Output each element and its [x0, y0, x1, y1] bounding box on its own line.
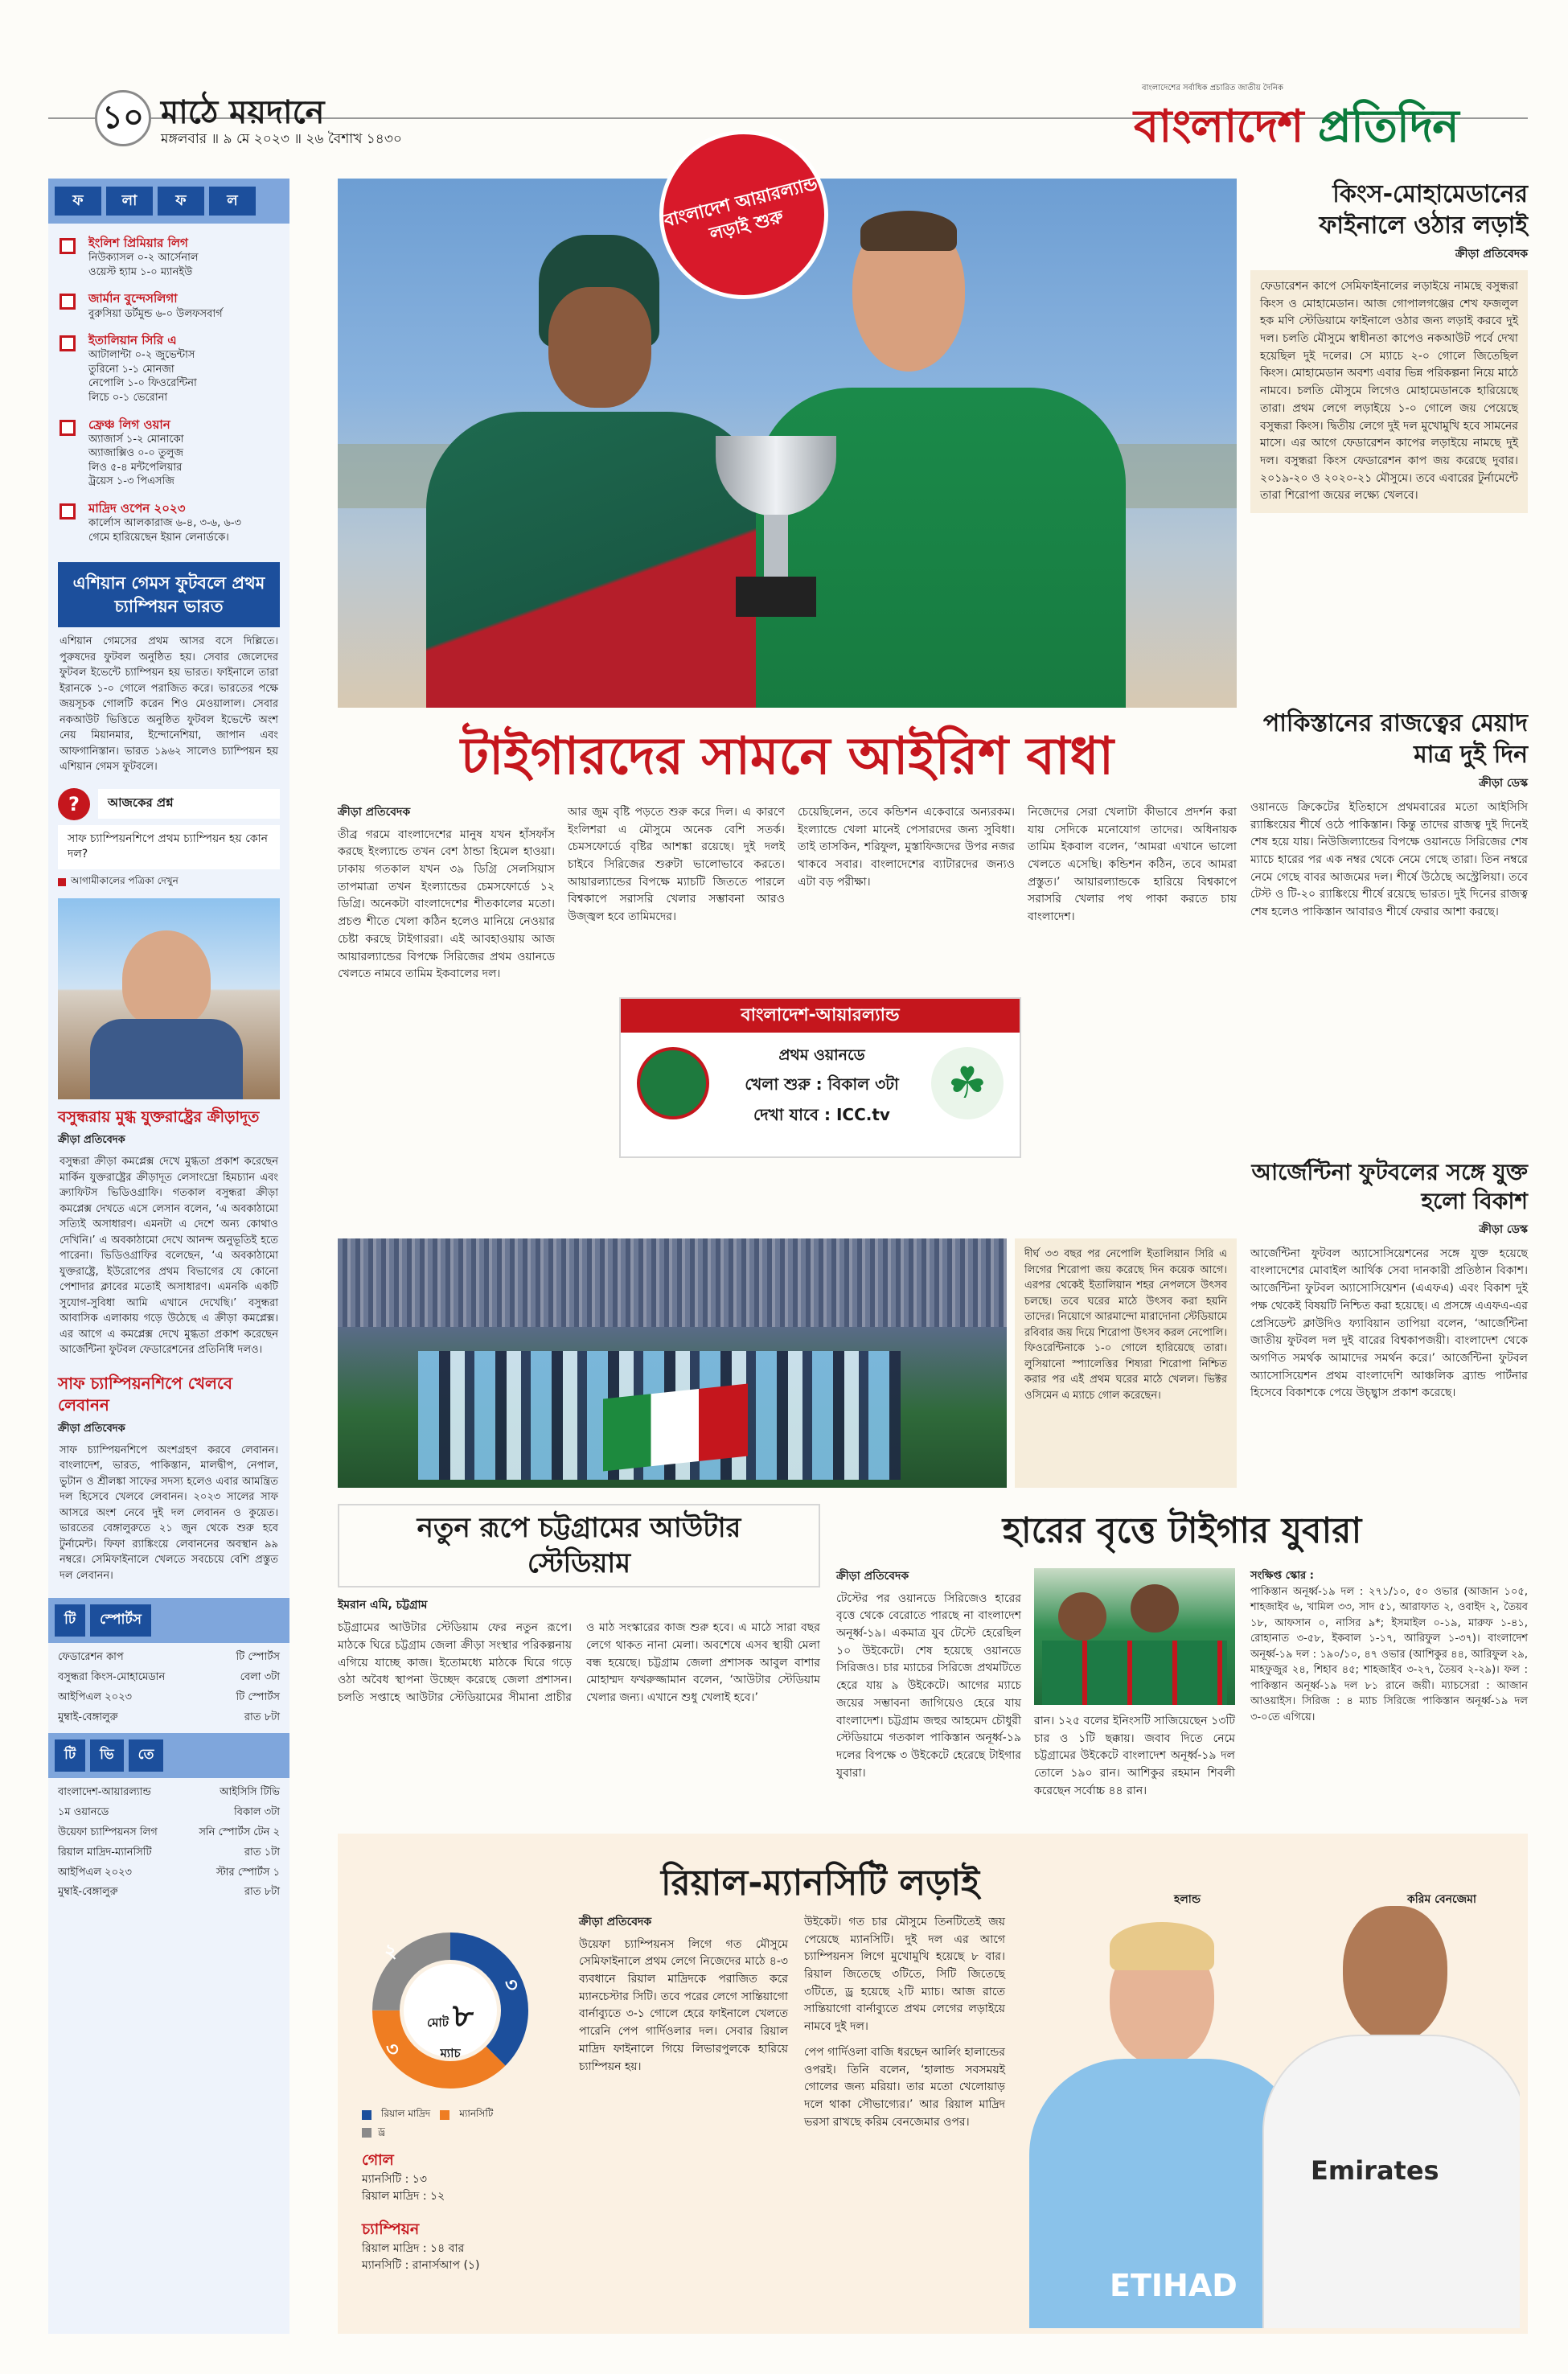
napoli-celebration-photo [338, 1238, 1007, 1488]
legend-swatch-madrid [362, 2110, 371, 2120]
tv-sports-tags [48, 1598, 289, 1643]
lead-col-3: চেয়েছিলেন, তবে কন্ডিশন একেবারে অন্যরকম। ইংল্যান্ডে খেলা মানেই পেসারদের জন্য সুবিধা। তাই তাসকিন, শরিফুল, মুস্তাফিজদের উপর নজর থাকবে সবার। বাংলাদেশের ব্যাটারদের জন্যও এটা বড় পরীক্ষা। [798, 806, 1015, 889]
donut-total: ৮ [453, 1998, 474, 2035]
champ-team: রিয়াল মাদ্রিদ [362, 2242, 420, 2255]
saff-byline: ক্রীড়া প্রতিবেদক [58, 1422, 125, 1435]
tv-row [48, 1783, 289, 1803]
pakistan-story [1250, 708, 1528, 922]
haaland-hair [1110, 1922, 1214, 1970]
ucl-col-1 [579, 1914, 788, 2076]
legend-swatch-city [440, 2110, 449, 2120]
seg-madrid-label: ৩ [505, 1974, 518, 1996]
result-league: ফ্রেঞ্চ লিগ ওয়ান [88, 417, 170, 432]
seg-draw-label: ২ [384, 1940, 397, 1962]
feature-byline: ক্রীড়া প্রতিবেদক [58, 1134, 125, 1147]
champ-row [362, 2241, 479, 2257]
result-line: নিউক্যাসল ০-২ আর্সেনাল [88, 252, 199, 265]
tv-row [48, 1823, 289, 1843]
tv-right: টি স্পোর্টস [236, 1651, 280, 1664]
italian-flag [603, 1384, 748, 1472]
champ-team: ম্যানসিটি [362, 2259, 402, 2272]
tv-row [48, 1863, 289, 1883]
goals-val: : ১৩ [404, 2173, 427, 2186]
u19-body: টেস্টের পর ওয়ানডে সিরিজেও হারের বৃত্তে থেকে বেরোতে পারছে না বাংলাদেশ অনূর্ধ্ব-১৯। একমাত্র যুব টেস্টে হেরেছিল ১০ উইকেটে। শেষ হয়েছে ওয়ানডে সিরিজও। চার ম্যাচের সিরিজে প্রথমটিতে হেরে যায় ৯ উইকেটে। আগের ম্যাচে জয়ের সম্ভাবনা জাগিয়েও হেরে যায় বাংলাদেশ। চট্টগ্রাম জহুর আহমেদ চৌধুরী স্টেডিয়ামে গতকাল পাকিস্তান অনূর্ধ্ব-১৯ দলের বিপক্ষে ৩ উইকেটে হেরেছে টাইগার যুবারা। [836, 1592, 1021, 1780]
kings-body: ফেডারেশন কাপে সেমিফাইনালের লড়াইয়ে নামছে বসুন্ধরা কিংস ও মোহামেডান। আজ গোপালগঞ্জের শেখ ফজলুল হক মণি স্টেডিয়ামে ফাইনালে ওঠার জন্য লড়াই করবে দুই দল। চলতি মৌসুমে স্বাধীনতা কাপেও নকআউট পর্বে দেখা হয়েছিল দুই দলের। সে ম্যাচে ২-০ গোলে জিতেছিল কিংস। মোহামেডান অবশ্য এবার ভিন্ন পরিকল্পনা নিয়ে মাঠে নামবে। চলতি মৌসুমে লিগেও মোহামেডানকে হারিয়েছে তারা। প্রথম লেগে লড়াইয়ে ১-০ গোলে জয় পেয়েছে বসুন্ধরা কিংস। দ্বিতীয় লেগে দুই দল মুখোমুখি হবে সামনের মাসে। এর আগে ফেডারেশন কাপের লড়াইয়ে নামছে দুই দল। বসুন্ধরা কিংস ফেডারেশন কাপ জয় করেছে দুবার। ২০১৯-২০ ও ২০২০-২১ মৌসুমে। তবে এবারের টুর্নামেন্টে তারা শিরোপা জয়ের লক্ষ্যে খেলবে। [1250, 270, 1528, 513]
lead-headline: টাইগারদের সামনে আইরিশ বাধা [460, 727, 1114, 787]
result-line: কার্লোস আলকারাজ ৬-৪, ৩-৬, ৬-৩ [88, 517, 241, 530]
result-item [48, 327, 289, 411]
ucl-section [338, 1834, 1528, 2334]
asian-games-title: এশিয়ান গেমস ফুটবলে প্রথম চ্যাম্পিয়ন ভারত [58, 562, 280, 627]
tv-tag: স্পোর্টস [90, 1604, 151, 1637]
ctg-title: নতুন রূপে চট্টগ্রামের আউটার স্টেডিয়াম [338, 1504, 820, 1587]
tv-tag: টি [55, 1604, 85, 1637]
donut-label-1: মোট [427, 2015, 449, 2030]
saff-title: সাফ চ্যাম্পিয়নশিপে খেলবে লেবানন [58, 1373, 233, 1415]
napoli-caption: দীর্ঘ ৩৩ বছর পর নেপোলি ইতালিয়ান সিরি এ লিগের শিরোপা জয় করেছে দিন কয়েক আগে। এরপর থেকেই ইতালিয়ান শহর নেপলসে উৎসব চলছে। তবে ঘরের মাঠে উৎসব করা হয়নি তাদের। নিয়োগে আরমান্দো মারাদোনা স্টেডিয়ামে রবিবার জয় দিয়ে শিরোপা উৎসব করল নেপোলি। ফিওরেন্টিনাকে ১-০ গোলে হারিয়েছে তারা। লুসিয়ানো স্প্যালেত্তির শিষ্যরা শিরোপা নিশ্চিত করার পর এই প্রথম ঘরের মাঠে খেলল। ভিক্টর ওসিমেন এ ম্যাচে গোল করেছেন। [1015, 1238, 1237, 1488]
tv-schedule-list [48, 1778, 289, 1908]
face-left [548, 287, 651, 408]
result-league: জার্মান বুন্দেসলিগা [88, 291, 178, 306]
shamrock-icon: ☘ [931, 1047, 1004, 1119]
donut-center [402, 1990, 499, 2064]
square-bullet-icon [58, 878, 66, 886]
tv-right: টি স্পোর্টস [236, 1691, 280, 1704]
tv-tag: ভি [90, 1739, 124, 1772]
person-shirt [90, 1019, 243, 1099]
trophy-base [736, 577, 816, 617]
masthead-part2: প্রতিদিন [1318, 101, 1459, 153]
result-line: লিও ৫-৪ মন্টপেলিয়ার [88, 461, 183, 474]
goals-row [362, 2188, 445, 2205]
champ-row [362, 2257, 479, 2274]
u19-story [836, 1504, 1528, 1563]
tv-right: আইসিসি টিভি [220, 1785, 280, 1798]
score-title: সংক্ষিপ্ত স্কোর : [1250, 1570, 1314, 1582]
u19-title: হারের বৃত্তে টাইগার যুবারা [1002, 1510, 1362, 1551]
question-header [58, 788, 280, 820]
legend-madrid: রিয়াল মাদ্রিদ [381, 2108, 431, 2119]
tv-sports-list [48, 1643, 289, 1733]
u19-scorecard [1250, 1568, 1528, 1725]
feature-body: বসুন্ধরা ক্রীড়া কমপ্লেক্স দেখে মুগ্ধতা প্রকাশ করেছেন মার্কিন যুক্তরাষ্ট্রের ক্রীড়াদূত লেসাংদ্রো হিমচ্যান এবং ক্র্যাফিটস ভিডিওগ্রাফি। গতকাল বসুন্ধরা ক্রীড়া কমপ্লেক্স দেখতে এসে লেসান বলেন, ‘এ অবকাঠামো সত্যিই অসাধারণ। এমনটা এ দেশে অন্য কোথাও দেখিনি।’ এ অবকাঠামো দেখে আনন্দ অনুভূতিই হতে পারেনা। ভিডিওগ্রাফির বলেছেন, ‘এ অবকাঠামো যুক্তরাষ্ট্রে, ইউরোপের প্রথম বিভাগের যে কোনো পেশাদার ক্লাবের মতোই অসাধারণ। এমনকি একটি সুযোগ-সুবিধা আমি এখানে দেখেছি।’ বসুন্ধরা আবাসিক এলাকায় গড়ে উঠেছে এ ক্রীড়া কমপ্লেক্স। এর আগে এ কমপ্লেক্স দেখে মুগ্ধতা প্রকাশ করেছেন আর্জেন্টিনা ফুটবল ফেডারেশনের প্রতিনিধি দলও। [60, 1156, 278, 1357]
bcb-logo-icon [637, 1047, 709, 1119]
masthead-tagline: বাংলাদেশের সর্বাধিক প্রচারিত জাতীয় দৈনিক [1142, 84, 1283, 92]
player-head [1058, 1592, 1106, 1641]
results-tag: লা [106, 187, 153, 216]
hair-right [860, 211, 957, 251]
tv-row [48, 1843, 289, 1863]
tv-tag: তে [129, 1739, 164, 1772]
tv-left: আইপিএল ২০২৩ [58, 1866, 132, 1879]
haaland-label: হলান্ড [1174, 1893, 1201, 1906]
series-start-badge: বাংলাদেশ আয়ারল্যান্ড লড়াই শুরু [642, 113, 847, 318]
result-item [48, 285, 289, 327]
bullet-icon [60, 420, 76, 436]
result-league: ইংলিশ প্রিমিয়ার লিগ [88, 236, 188, 250]
tv-right: সনি স্পোর্টস টেন ২ [199, 1826, 280, 1838]
tv-row [48, 1708, 289, 1728]
card-title: বাংলাদেশ-আয়ারল্যান্ড [621, 999, 1020, 1033]
u19-team-photo [1034, 1568, 1235, 1705]
results-list [48, 224, 289, 551]
goals-val: : ১২ [422, 2190, 445, 2203]
results-tag: ফ [158, 187, 204, 216]
ucl-title: রিয়াল-ম্যানসিটি লড়াই [660, 1863, 980, 1904]
results-tag: ফ [55, 187, 101, 216]
player-jerseys [1042, 1641, 1227, 1705]
goals-row [362, 2171, 445, 2188]
tv-left: আইপিএল ২০২৩ [58, 1691, 132, 1704]
u19-col-1 [836, 1568, 1021, 1782]
argentina-body: আর্জেন্টিনা ফুটবল অ্যাসোসিয়েশনের সঙ্গে যুক্ত হয়েছে বাংলাদেশের মোবাইল আর্থিক সেবা দানকারী প্রতিষ্ঠান বিকাশ। আর্জেন্টিনা ফুটবল অ্যাসোসিয়েশন (এএফএ) এবং বিকাশ দুই পক্ষ থেকেই বিষয়টি নিশ্চিত করা হয়েছে। এ প্রসঙ্গে এএফএ-এর প্রেসিডেন্ট ক্লাউদিও ফ্যাবিয়ান তাপিয়া বলেন, ‘আর্জেন্টিনা জাতীয় ফুটবল দল দুই বারের বিশ্বকাপজয়ী। বাংলাদেশ থেকে অগণিত সমর্থক আমাদের সমর্থন করে।’ আর্জেন্টিনা ফুটবল অ্যাসোসিয়েশন প্রথম বাংলাদেশি আঞ্চলিক ব্র্যান্ড পার্টনার হিসেবে বিকাশকে পেয়ে উচ্ছ্বাস প্রকাশ করেছে। [1250, 1247, 1528, 1400]
tv-tag: টি [55, 1739, 85, 1772]
question-mark-icon: ? [58, 788, 90, 820]
tv-right: রাত ৮টা [244, 1711, 280, 1724]
tv-row [48, 1803, 289, 1823]
answer-hint-row [58, 874, 280, 890]
result-item [48, 412, 289, 495]
u19-byline: ক্রীড়া প্রতিবেদক [836, 1570, 909, 1583]
result-line: নেপোলি ১-০ ফিওরেন্টিনা [88, 377, 197, 390]
donut-legend-2 [362, 2125, 385, 2141]
person-head [122, 930, 211, 1027]
lead-col-4: নিজেদের সেরা খেলাটা কীভাবে প্রদর্শন করা যায় সেদিকে মনোযোগ তাদের। অধিনায়ক তামিম ইকবাল বলেন, ‘আমরা এখানে ভালো খেলতে এসেছি। কন্ডিশন কঠিন, তবে আমরা প্রস্তুত।’ আয়ারল্যান্ডকে হারিয়ে বিশ্বকাপে সরাসরি খেলার পথ পাকা করতে চায় বাংলাদেশ। [1028, 806, 1237, 924]
tv-left: বসুন্ধরা কিংস-মোহামেডান [58, 1671, 166, 1684]
tv-row [48, 1648, 289, 1668]
goals-team: রিয়াল মাদ্রিদ [362, 2190, 420, 2203]
match-info-card [619, 997, 1021, 1158]
ucl-players-photo [1021, 1890, 1520, 2328]
results-tags [48, 179, 289, 224]
tv-right: রাত ৮টা [244, 1886, 280, 1899]
tv-left: রিয়াল মাদ্রিদ-ম্যানসিটি [58, 1846, 152, 1859]
tv-row [48, 1668, 289, 1688]
trophy-stem [764, 515, 788, 579]
argentina-byline: ক্রীড়া ডেস্ক [1479, 1222, 1528, 1236]
result-item [48, 495, 289, 551]
ambassador-photo [58, 898, 280, 1099]
champ-val: : রানার্সআপ (১) [404, 2259, 480, 2272]
bullet-icon [60, 294, 76, 310]
bullet-icon [60, 335, 76, 351]
legend-city: ম্যানসিটি [459, 2108, 494, 2119]
result-line: অ্যাজার্স ১-২ মোনাকো [88, 433, 184, 446]
u19-body-2: রান। ১২৫ বলের ইনিংসটি সাজিয়েছেন ১৩টি চার ও ১টি ছক্কায়। জবাব দিতে নেমে চট্টগ্রামের উইকেটে বাংলাদেশ অনূর্ধ্ব-১৯ দল তোলে ১৯০ রান। আশিকুর রহমান শিবলী করেছেন সর্বোচ্চ ৪৪ রান। [1034, 1715, 1235, 1797]
tv-row [48, 1688, 289, 1708]
benzema-label: করিম বেনজেমা [1407, 1893, 1476, 1906]
card-time: খেলা শুরু : বিকাল ৩টা [745, 1074, 899, 1094]
etihad-sponsor: ETIHAD [1110, 2268, 1238, 2303]
lead-col-1-text: তীব্র গরমে বাংলাদেশের মানুষ যখন হাঁসফাঁস করছে ইংল্যান্ডে তখন বেশ ঠান্ডা হিমেল হাওয়া। ঢাকায় গতকাল যখন ৩৯ ডিগ্রি সেলসিয়াস তাপমাত্রা তখন ইংল্যান্ডের চেমসফোর্ডে ১২ ডিগ্রি। অনেকটা বাংলাদেশের শীতকালের মতো। প্রচণ্ড শীতে খেলা কঠিন হলেও মানিয়ে নেওয়ার চেষ্টা করছে টাইগাররা। এই আবহাওয়ায় আজ আয়ারল্যান্ডের বিপক্ষে সিরিজের প্রথম ওয়ানডে খেলতে নামবে তামিম ইকবালের দল। [338, 828, 555, 981]
ctg-byline: ইমরান এমি, চট্টগ্রাম [338, 1599, 428, 1612]
result-line: ওয়েস্ট হ্যাম ১-০ ম্যানইউ [88, 265, 193, 278]
result-item [48, 230, 289, 285]
result-league: মাদ্রিদ ওপেন ২০২৩ [88, 501, 186, 516]
tv-right: বিকাল ৩টা [234, 1805, 280, 1818]
pakistan-title: পাকিস্তানের রাজত্বের মেয়াদ মাত্র দুই দিন [1262, 709, 1528, 769]
tv-left: মুম্বাই-বেঙ্গালুরু [58, 1711, 118, 1724]
result-line: ট্রয়েস ১-৩ পিএসজি [88, 475, 174, 488]
masthead-part1: বাংলাদেশ [1134, 101, 1319, 153]
issue-date: মঙ্গলবার ॥ ৯ মে ২০২৩ ॥ ২৬ বৈশাখ ১৪৩০ [161, 131, 402, 147]
tv-left: ১ম ওয়ানডে [58, 1805, 109, 1818]
emirates-sponsor: Emirates [1311, 2155, 1439, 2186]
tv-left: ফেডারেশন কাপ [58, 1651, 124, 1664]
section-title: মাঠে ময়দানে [161, 94, 325, 131]
seg-city-label: ৩ [386, 2038, 399, 2060]
champ-title: চ্যাম্পিয়ন [362, 2220, 420, 2238]
tv-right: রাত ১টা [244, 1846, 280, 1859]
argentina-title: আর্জেন্টিনা ফুটবলের সঙ্গে যুক্ত হলো বিকাশ [1251, 1159, 1528, 1215]
saff-body: সাফ চ্যাম্পিয়নশিপে অংশগ্রহণ করবে লেবানন। বাংলাদেশ, ভারত, পাকিস্তান, মালদ্বীপ, নেপাল, ভুটান ও শ্রীলঙ্কা সাফের সদস্য হলেও এবার আমন্ত্রিত দল হিসেবে খেলবে লেবানন। ২০২৩ সালের সাফ আসরে অংশ নেবে দুই দল লেবানন ও কুয়েত। ভারতের বেঙ্গালুরুতে ২১ জুন থেকে শুরু হবে টুর্নামেন্ট। ফিফা র‍্যাঙ্কিংয়ে লেবাননের অবস্থান ৯৯ নম্বরে। সেমিফাইনালে খেলতে সবচেয়ে বেশি প্রস্তুত দল লেবানন। [60, 1444, 278, 1582]
legend-swatch-draw [362, 2128, 371, 2138]
question-label: আজকের প্রশ্ন [98, 789, 280, 819]
ucl-body-1: উয়েফা চ্যাম্পিয়নস লিগে গত মৌসুমে সেমিফাইনালে প্রথম লেগে নিজেদের মাঠে ৪-৩ ব্যবধানে রিয়াল মাদ্রিদকে পরাজিত করে ম্যানচেস্টার সিটি। তবে পরের লেগে সান্তিয়াগো বার্নাব্যুতে ৩-১ গোলে হেরে ফাইনালে খেলতে পারেনি পেপ গার্দিওলার দল। সেবার রিয়াল মাদ্রিদ ফাইনালে গিয়ে লিভারপুলকে হারিয়ে চ্যাম্পিয়ন হয়। [579, 1937, 788, 2073]
champ-val: : ১৪ বার [422, 2242, 465, 2255]
crowd-stand [338, 1238, 1007, 1327]
feature-title: বসুন্ধরায় মুগ্ধ যুক্তরাষ্ট্রের ক্রীড়াদূত [58, 1107, 260, 1126]
masthead-logo [1134, 92, 1459, 167]
question-text: সাফ চ্যাম্পিয়নশিপে প্রথম চ্যাম্পিয়ন হয় কোন দল? [58, 825, 280, 869]
lead-col-1 [338, 804, 555, 984]
score-text: পাকিস্তান অনূর্ধ্ব-১৯ দল : ২৭১/১০, ৫০ ওভার (আজান ১০৫, শাহজাইব ৬, খামিল ৩৩, সাদ ৫১, আরাফাত ২, ওবাইদ ২, তৈয়ব ১৮, আফসান ০, নাসির ৯*; ইসমাইল ০-১৯, মারুফ ১-৪১, রোহানাত ৩-৫৮, ইকবাল ১-১৭, আরিফুল ১-৩৭)। বাংলাদেশ অনূর্ধ্ব-১৯ দল : ১৯০/১০, ৪৭ ওভার (আশিকুর ৪৪, আরিফুল ২৯, মাহফুজুর ২৪, শিহাব ৪৫; শাহজাইব ৩-২৭, তৈয়ব ২-২৯)। ফল : পাকিস্তান অনূর্ধ্ব-১৯ দল ৮১ রানে জয়ী। ম্যাচসেরা : আজান আওয়াইস। সিরিজ : ৪ ম্যাচ সিরিজে পাকিস্তান অনূর্ধ্ব-১৯ দল ৩-০তে এগিয়ে। [1250, 1585, 1528, 1723]
ucl-body-3: পেপ গার্দিওলা বাজি ধরছেন আর্লিং হালান্ডের ওপরই। তিনি বলেন, ‘হালান্ড সবসময়ই গোলের জন্য মরিয়া। তার মতো খেলোয়াড় দলে থাকা সৌভাগ্যের।’ আর রিয়াল মাদ্রিদ ভরসা রাখছে করিম বেনজেমার ওপর। [804, 2045, 1005, 2129]
card-watch: দেখা যাবে : ICC.tv [753, 1105, 890, 1124]
result-league: ইতালিয়ান সিরি এ [88, 333, 177, 348]
donut-label-2: ম্যাচ [440, 2046, 461, 2060]
asian-games-body: এশিয়ান গেমসের প্রথম আসর বসে দিল্লিতে। পুরুষদের ফুটবল অনুষ্ঠিত হয়। সেবার জেলেদের ফুটবল ইভেন্টে চ্যাম্পিয়ন হয় ভারত। ফাইনালে তারা ইরানকে ১-০ গোলে পরাজিত করে। ভারতের পক্ষে জয়সূচক গোলটি করেন শিও মেওয়ালাল। সেবার নকআউট ভিত্তিতে অনুষ্ঠিত ফুটবল ইভেন্টে অংশ নেয় মিয়ানমার, ইন্দোনেশিয়া, জাপান এবং আফগানিস্তান। ভারত ১৯৬২ সালেও চ্যাম্পিয়ন হয় এশিয়ান গেমস ফুটবলে। [60, 635, 278, 774]
tv-right: বেলা ৩টা [240, 1671, 280, 1684]
jersey-left [426, 412, 764, 708]
kings-byline: ক্রীড়া প্রতিবেদক [1455, 248, 1528, 261]
result-line: বুরুসিয়া ডর্টমুন্ড ৬-০ উলফসবার্গ [88, 307, 223, 320]
kings-title: কিংস-মোহামেডানের ফাইনালে ওঠার লড়াই [1319, 180, 1528, 240]
pakistan-byline: ক্রীড়া ডেস্ক [1479, 777, 1528, 790]
argentina-story [1250, 1158, 1528, 1403]
benzema-face [1343, 1906, 1447, 2043]
ctg-story [338, 1504, 820, 1707]
kings-story [1250, 179, 1528, 513]
lead-col-2: আর জুম বৃষ্টি পড়তে শুরু করে দিল। এ কারণে ইংলিশরা এ মৌসুমে অনেক বেশি সতর্ক। চেমসফোর্ডে বৃষ্টির আশঙ্কা রয়েছে। দুই দলই চাইবে সিরিজের শুরুটা ভালোভাবে করতে। আয়ারল্যান্ডের বিপক্ষে ম্যাচটি জিততে পারলে বিশ্বকাপে সরাসরি খেলার সম্ভাবনা আরও উজ্জ্বল হবে তামিমদের। [568, 806, 785, 924]
tv-tags [48, 1733, 289, 1778]
champ-list [362, 2241, 479, 2274]
answer-hint: আগামীকালের পত্রিকা দেখুন [71, 874, 179, 886]
result-line: তুরিনো ১-১ মোনজা [88, 363, 174, 376]
goals-team: ম্যানসিটি [362, 2173, 402, 2186]
ucl-col-2 [804, 1914, 1005, 2131]
tv-right: স্টার স্পোর্টস ১ [215, 1866, 280, 1879]
sidebar [48, 179, 289, 2334]
ucl-byline: ক্রীড়া প্রতিবেদক [579, 1916, 652, 1928]
ucl-body-2: উইকেট। গত চার মৌসুমে তিনটিতেই জয় পেয়েছে ম্যানসিটি। দুই দল এর আগে চ্যাম্পিয়নস লিগে মুখোমুখি হয়েছে ৮ বার। রিয়াল জিতেছে ৩টিতে, সিটি জিতেছে ৩টিতে, ড্র হয়েছে ২টি ম্যাচ। আজ রাতে সান্তিয়াগো বার্নাব্যুতে প্রথম লেগের লড়াইয়ে নামবে দুই দল। [804, 1916, 1005, 2034]
pakistan-body: ওয়ানডে ক্রিকেটের ইতিহাসে প্রথমবারের মতো আইসিসি র‍্যাঙ্কিংয়ের শীর্ষে ওঠে পাকিস্তান। কিন্তু তাদের রাজত্ব দুই দিনেই শেষ হয়ে যায়। নিউজিল্যান্ডের বিপক্ষে ওয়ানডে সিরিজের শেষ ম্যাচে হারের পর এক নম্বর থেকে নেমে গেছে তারা। তিন নম্বরে নেমে গেছে বাবর আজমের দল। শীর্ষে উঠেছে অস্ট্রেলিয়া। তবে টেস্ট ও টি-২০ র‍্যাঙ্কিংয়ে শীর্ষে রয়েছে ভারত। দুই দিনের রাজত্ব শেষ হলেও পাকিস্তান আবারও শীর্ষে ফেরার আশা করছে। [1250, 801, 1528, 919]
results-tag: ল [209, 187, 256, 216]
card-subtitle: প্রথম ওয়ানডে [778, 1046, 865, 1064]
lead-byline: ক্রীড়া প্রতিবেদক [338, 806, 411, 819]
tv-row [48, 1883, 289, 1903]
bullet-icon [60, 238, 76, 254]
page-number: ১০ [95, 90, 151, 146]
tv-left: বাংলাদেশ-আয়ারল্যান্ড [58, 1785, 151, 1798]
player-head [1131, 1584, 1179, 1633]
result-line: আটালান্টা ০-২ জুভেন্টাস [88, 349, 195, 362]
tv-left: মুম্বাই-বেঙ্গালুরু [58, 1886, 118, 1899]
result-line: গেমে হারিয়েছেন ইয়ান লেনার্ডকে। [88, 531, 229, 544]
goals-list [362, 2171, 445, 2205]
legend-draw: ড্র [378, 2126, 385, 2137]
result-line: অ্যাজাক্সিও ০-০ তুলুজ [88, 447, 183, 460]
ctg-body: চট্টগ্রামের আউটার স্টেডিয়াম ফের নতুন রূপে। মাঠকে ঘিরে চট্টগ্রাম জেলা ক্রীড়া সংস্থার পরিকল্পনায় এগিয়ে যাচ্ছে কাজ। ইতোমধ্যে মাঠকে ঘিরে গড়ে ওঠা অবৈধ স্থাপনা উচ্ছেদ করেছে জেলা প্রশাসন। চলতি সপ্তাহে আউটার স্টেডিয়ামের সীমানা প্রাচীর ও মাঠ সংস্কারের কাজ শুরু হবে। এ মাঠে সারা বছর লেগে থাকত নানা মেলা। অবশেষে এসব স্থায়ী মেলা বন্ধ হয়েছে। চট্টগ্রাম জেলা প্রশাসক আবুল বাশার মোহাম্মদ ফখরুজ্জামান বলেন, ‘আউটার স্টেডিয়াম খেলার জন্য। এখানে শুধু খেলাই হবে।’ [338, 1621, 820, 1705]
result-line: লিচে ০-১ ভেরোনা [88, 392, 168, 405]
donut-legend [362, 2107, 493, 2123]
goals-title: গোল [362, 2151, 394, 2169]
tv-left: উয়েফা চ্যাম্পিয়নস লিগ [58, 1826, 158, 1838]
bullet-icon [60, 503, 76, 520]
